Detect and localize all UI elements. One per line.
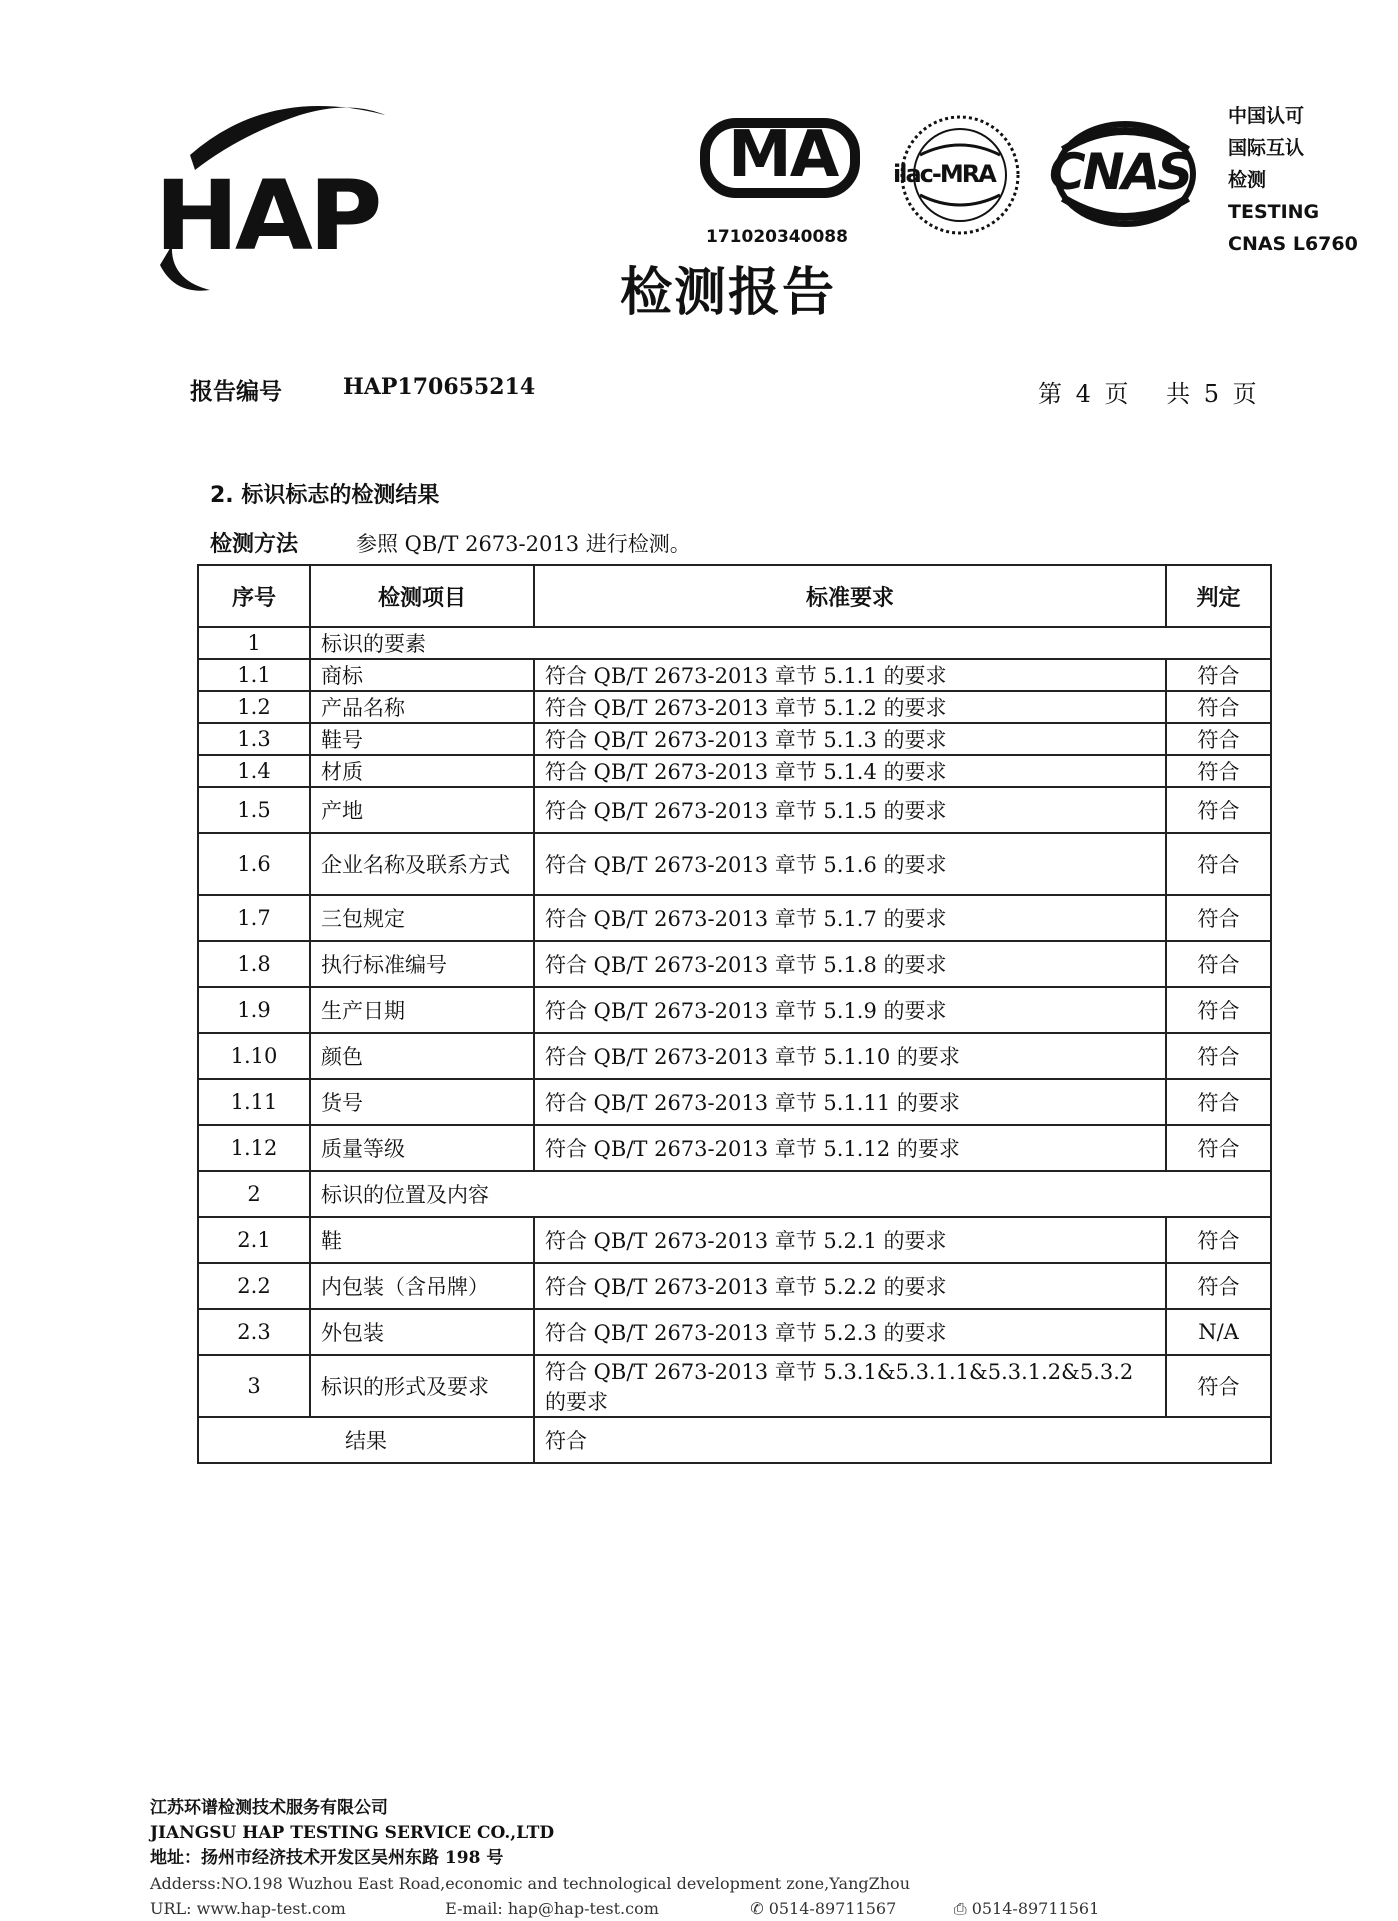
phone-icon: ✆: [750, 1899, 764, 1918]
accreditation-line: 中国认可: [1228, 105, 1305, 127]
table-row: [198, 659, 1271, 691]
row-item: 货号: [310, 1079, 534, 1125]
accreditation-line: 国际互认: [1228, 137, 1305, 159]
table-row: [198, 1263, 1271, 1309]
row-result: 符合: [1166, 787, 1271, 833]
row-no: 2.3: [198, 1309, 310, 1355]
row-item: 商标: [310, 659, 534, 691]
cnas-logo-text: CNAS: [1049, 143, 1191, 201]
row-requirement: 符合 QB/T 2673-2013 章节 5.1.2 的要求: [534, 691, 1166, 723]
row-no: 1.10: [198, 1033, 310, 1079]
table-row: [198, 723, 1271, 755]
row-item: 颜色: [310, 1033, 534, 1079]
table-row: [198, 755, 1271, 787]
row-item: 鞋: [310, 1217, 534, 1263]
ilac-mra-text: ilac-MRA: [893, 160, 995, 188]
row-no: 2: [198, 1171, 310, 1217]
cma-mark-text: MA: [728, 118, 838, 192]
summary-label: 结果: [198, 1417, 534, 1463]
fax-icon: ⎙: [953, 1899, 967, 1918]
row-item: 质量等级: [310, 1125, 534, 1171]
table-row: [198, 691, 1271, 723]
header-requirement: 标准要求: [534, 565, 1166, 627]
row-requirement: 符合 QB/T 2673-2013 章节 5.1.6 的要求: [534, 833, 1166, 895]
row-item: 企业名称及联系方式: [310, 833, 534, 895]
row-no: 1.5: [198, 787, 310, 833]
row-no: 1.3: [198, 723, 310, 755]
cma-number: 171020340088: [706, 227, 848, 247]
row-requirement: 符合 QB/T 2673-2013 章节 5.1.12 的要求: [534, 1125, 1166, 1171]
row-requirement: 符合 QB/T 2673-2013 章节 5.1.7 的要求: [534, 895, 1166, 941]
table-row: [198, 787, 1271, 833]
row-item: 产品名称: [310, 691, 534, 723]
table-header-row: [198, 565, 1271, 627]
accreditation-line: CNAS L6760: [1228, 233, 1358, 255]
table-row: [198, 833, 1271, 895]
table-row: [198, 1079, 1271, 1125]
row-item: 执行标准编号: [310, 941, 534, 987]
row-item: 材质: [310, 755, 534, 787]
phone-number: 0514-89711567: [768, 1899, 897, 1918]
row-no: 1.7: [198, 895, 310, 941]
row-result: 符合: [1166, 659, 1271, 691]
row-requirement: 符合 QB/T 2673-2013 章节 5.1.5 的要求: [534, 787, 1166, 833]
row-item: 三包规定: [310, 895, 534, 941]
row-requirement: 符合 QB/T 2673-2013 章节 5.1.1 的要求: [534, 659, 1166, 691]
accreditation-line: 检测: [1228, 169, 1267, 191]
report-number-label: 报告编号: [190, 379, 282, 405]
row-result: 符合: [1166, 1079, 1271, 1125]
row-no: 1.8: [198, 941, 310, 987]
accreditation-line: TESTING: [1228, 201, 1320, 223]
row-requirement: 符合 QB/T 2673-2013 章节 5.3.1&5.3.1.1&5.3.1.2&5.3.2 的要求: [534, 1355, 1166, 1417]
row-item: 生产日期: [310, 987, 534, 1033]
row-requirement: 符合 QB/T 2673-2013 章节 5.1.10 的要求: [534, 1033, 1166, 1079]
report-title: 检测报告: [620, 263, 837, 323]
row-result: 符合: [1166, 1217, 1271, 1263]
row-requirement: 符合 QB/T 2673-2013 章节 5.1.3 的要求: [534, 723, 1166, 755]
row-requirement: 符合 QB/T 2673-2013 章节 5.2.3 的要求: [534, 1309, 1166, 1355]
row-no: 1.6: [198, 833, 310, 895]
row-result: 符合: [1166, 1125, 1271, 1171]
group-label: 标识的位置及内容: [310, 1171, 1271, 1217]
table-row: [198, 987, 1271, 1033]
accreditation-block: [1228, 100, 1358, 260]
row-item: 标识的形式及要求: [310, 1355, 534, 1417]
table-row: [198, 1217, 1271, 1263]
report-number: HAP170655214: [343, 374, 536, 400]
table-row: [198, 941, 1271, 987]
row-result: 符合: [1166, 1033, 1271, 1079]
row-no: 3: [198, 1355, 310, 1417]
row-result: 符合: [1166, 987, 1271, 1033]
address-cn: 地址：扬州市经济技术开发区吴州东路 198 号: [150, 1848, 504, 1868]
row-requirement: 符合 QB/T 2673-2013 章节 5.2.2 的要求: [534, 1263, 1166, 1309]
company-name-cn: 江苏环谱检测技术服务有限公司: [150, 1798, 388, 1818]
header-result: 判定: [1166, 565, 1271, 627]
section-title: 2. 标识标志的检测结果: [210, 483, 440, 508]
footer: [150, 1796, 1099, 1921]
row-result: 符合: [1166, 691, 1271, 723]
row-requirement: 符合 QB/T 2673-2013 章节 5.2.1 的要求: [534, 1217, 1166, 1263]
row-no: 1.4: [198, 755, 310, 787]
row-item: 产地: [310, 787, 534, 833]
email-link[interactable]: E-mail: hap@hap-test.com: [445, 1899, 659, 1918]
group-row: [198, 1171, 1271, 1217]
row-result: 符合: [1166, 941, 1271, 987]
table-row: [198, 1125, 1271, 1171]
row-no: 1.12: [198, 1125, 310, 1171]
group-row: [198, 627, 1271, 659]
table-row: [198, 1355, 1271, 1417]
row-no: 1.9: [198, 987, 310, 1033]
address-en: Adderss:NO.198 Wuzhou East Road,economic and technological development zone,YangZhou: [150, 1874, 910, 1893]
contact-line: [150, 1896, 1099, 1921]
row-result: 符合: [1166, 1355, 1271, 1417]
row-requirement: 符合 QB/T 2673-2013 章节 5.1.11 的要求: [534, 1079, 1166, 1125]
row-no: 2.2: [198, 1263, 310, 1309]
summary-row: [198, 1417, 1271, 1463]
row-no: 1.11: [198, 1079, 310, 1125]
row-item: 外包装: [310, 1309, 534, 1355]
row-result: 符合: [1166, 833, 1271, 895]
url-link[interactable]: URL: www.hap-test.com: [150, 1899, 346, 1918]
result-table: [197, 564, 1272, 1464]
company-name-en: JIANGSU HAP TESTING SERVICE CO.,LTD: [150, 1823, 555, 1843]
row-requirement: 符合 QB/T 2673-2013 章节 5.1.8 的要求: [534, 941, 1166, 987]
summary-value: 符合: [534, 1417, 1271, 1463]
fax-number: 0514-89711561: [971, 1899, 1100, 1918]
row-no: 2.1: [198, 1217, 310, 1263]
row-result: N/A: [1166, 1309, 1271, 1355]
page-info: 第 4 页 共 5 页: [1038, 380, 1257, 408]
group-label: 标识的要素: [310, 627, 1271, 659]
row-result: 符合: [1166, 755, 1271, 787]
method-text: 参照 QB/T 2673-2013 进行检测。: [356, 532, 691, 556]
row-requirement: 符合 QB/T 2673-2013 章节 5.1.4 的要求: [534, 755, 1166, 787]
row-result: 符合: [1166, 1263, 1271, 1309]
row-item: 内包装（含吊牌）: [310, 1263, 534, 1309]
row-no: 1.1: [198, 659, 310, 691]
row-no: 1.2: [198, 691, 310, 723]
table-row: [198, 1033, 1271, 1079]
header-no: 序号: [198, 565, 310, 627]
row-item: 鞋号: [310, 723, 534, 755]
row-result: 符合: [1166, 895, 1271, 941]
row-no: 1: [198, 627, 310, 659]
table-row: [198, 895, 1271, 941]
table-row: [198, 1309, 1271, 1355]
row-requirement: 符合 QB/T 2673-2013 章节 5.1.9 的要求: [534, 987, 1166, 1033]
row-result: 符合: [1166, 723, 1271, 755]
method-label: 检测方法: [210, 532, 299, 557]
header-item: 检测项目: [310, 565, 534, 627]
hap-logo-text: HAP: [154, 160, 379, 272]
